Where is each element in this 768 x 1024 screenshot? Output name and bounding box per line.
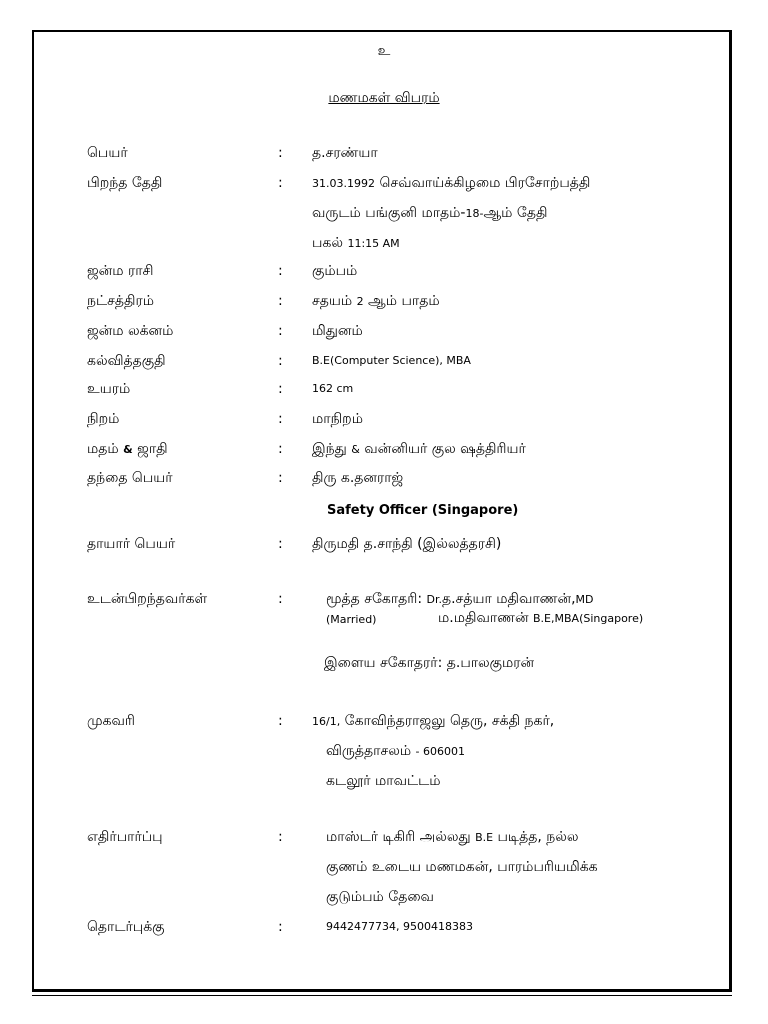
- dob-day-num: 18-: [465, 207, 484, 220]
- star-colon: :: [278, 293, 283, 309]
- dob-date: 31.03.1992: [312, 177, 375, 190]
- rasi-value: கும்பம்: [312, 263, 358, 279]
- expectation-line2: குணம் உடைய மணமகன், பாரம்பரியமிக்க: [326, 859, 598, 875]
- height-colon: :: [278, 381, 283, 397]
- star-name: சதயம்: [312, 293, 353, 309]
- dob-month-text: வருடம் பங்குனி மாதம்-: [312, 205, 466, 221]
- expectation-line1-b: B.E: [475, 831, 494, 844]
- height-value: 162 cm: [312, 382, 354, 395]
- religion-value-a: இந்து: [312, 441, 347, 457]
- header-symbol: உ: [377, 43, 391, 59]
- dob-line2: [312, 204, 547, 223]
- mother-colon: :: [278, 536, 283, 552]
- religion-value-b: வன்னியர் குல ஷத்திரியர்: [364, 441, 526, 457]
- complexion-colon: :: [278, 411, 283, 427]
- religion-label: [87, 440, 168, 459]
- address-line2: [326, 742, 465, 761]
- education-label: கல்வித்தகுதி: [87, 353, 166, 369]
- expectation-line3: குடும்பம் தேவை: [326, 889, 434, 905]
- elder-sister-married: (Married): [326, 613, 377, 626]
- star-value: [312, 292, 440, 311]
- address-street: கோவிந்தராஜலு தெரு, சக்தி நகர்,: [344, 713, 555, 729]
- elder-sister-title: Dr.: [426, 593, 443, 606]
- name-colon: :: [278, 145, 283, 161]
- dob-day-suffix: ஆம் தேதி: [483, 205, 548, 221]
- mother-label: தாயார் பெயர்: [87, 536, 176, 552]
- star-label: நட்சத்திரம்: [87, 293, 154, 309]
- page-title: மணமகள் விபரம்: [328, 90, 440, 106]
- father-colon: :: [278, 470, 283, 486]
- name-label: பெயர்: [87, 145, 128, 161]
- father-label: தந்தை பெயர்: [87, 470, 173, 486]
- address-town: விருத்தாசலம்: [326, 743, 412, 759]
- younger-brother: இளைய சகோதரர்: த.பாலகுமரன்: [324, 655, 535, 671]
- star-pada-num: 2: [356, 295, 364, 308]
- dob-time: 11:15 AM: [347, 237, 400, 250]
- expectation-line1-c: படித்த, நல்ல: [497, 829, 579, 845]
- elder-sister-name: த.சத்யா மதிவாணன்,: [442, 591, 576, 607]
- religion-label-b: ஜாதி: [137, 441, 168, 457]
- education-colon: :: [278, 353, 283, 369]
- dob-line3: [312, 234, 400, 253]
- height-label: உயரம்: [87, 381, 131, 397]
- religion-label-amp: &: [123, 443, 133, 456]
- expectation-label: எதிர்பார்ப்பு: [87, 829, 163, 845]
- lagnam-value: மிதுனம்: [312, 323, 363, 339]
- mother-value: திருமதி த.சாந்தி (இல்லத்தரசி): [312, 536, 502, 552]
- religion-colon: :: [278, 441, 283, 457]
- father-job: Safety Officer (Singapore): [327, 503, 519, 518]
- spouse-name: ம.மதிவாணன்: [438, 610, 529, 626]
- elder-sister-label: மூத்த சகோதரி:: [326, 591, 423, 607]
- expectation-line1: [326, 828, 578, 847]
- address-line1: [312, 712, 554, 731]
- contact-colon: :: [278, 919, 283, 935]
- lagnam-colon: :: [278, 323, 283, 339]
- name-value: த.சரண்யா: [312, 145, 378, 161]
- contact-value: 9442477734, 9500418383: [326, 920, 473, 933]
- education-value: B.E(Computer Science), MBA: [312, 354, 471, 367]
- lagnam-label: ஜன்ம லக்னம்: [87, 323, 174, 339]
- dob-time-label: பகல்: [312, 235, 343, 251]
- expectation-colon: :: [278, 829, 283, 845]
- complexion-value: மாநிறம்: [312, 411, 363, 427]
- elder-sister-line: [326, 590, 593, 609]
- spouse-line: [438, 609, 643, 628]
- religion-label-a: மதம்: [87, 441, 119, 457]
- spouse-degree: B.E,MBA(Singapore): [533, 612, 644, 625]
- dob-line1: [312, 174, 590, 193]
- complexion-label: நிறம்: [87, 411, 120, 427]
- contact-label: தொடர்புக்கு: [87, 919, 165, 935]
- star-pada-text: ஆம் பாதம்: [368, 293, 440, 309]
- dob-day-text: செவ்வாய்க்கிழமை பிரசோற்பத்தி: [379, 175, 591, 191]
- religion-value-amp: &: [351, 443, 360, 456]
- rasi-colon: :: [278, 263, 283, 279]
- address-colon: :: [278, 713, 283, 729]
- siblings-colon: :: [278, 591, 283, 607]
- dob-colon: :: [278, 175, 283, 191]
- siblings-label: உடன்பிறந்தவர்கள்: [87, 591, 208, 607]
- elder-sister-degree: MD: [575, 593, 594, 606]
- expectation-line1-a: மாஸ்டர் டிகிரி அல்லது: [326, 829, 471, 845]
- address-line3: கடலூர் மாவட்டம்: [326, 773, 441, 789]
- address-pin: - 606001: [415, 745, 466, 758]
- father-value: திரு க.தனராஜ்: [312, 470, 404, 486]
- religion-value: [312, 440, 526, 459]
- rasi-label: ஜன்ம ராசி: [87, 263, 154, 279]
- dob-label: பிறந்த தேதி: [87, 175, 163, 191]
- address-label: முகவரி: [87, 713, 135, 729]
- address-door-no: 16/1,: [312, 715, 341, 728]
